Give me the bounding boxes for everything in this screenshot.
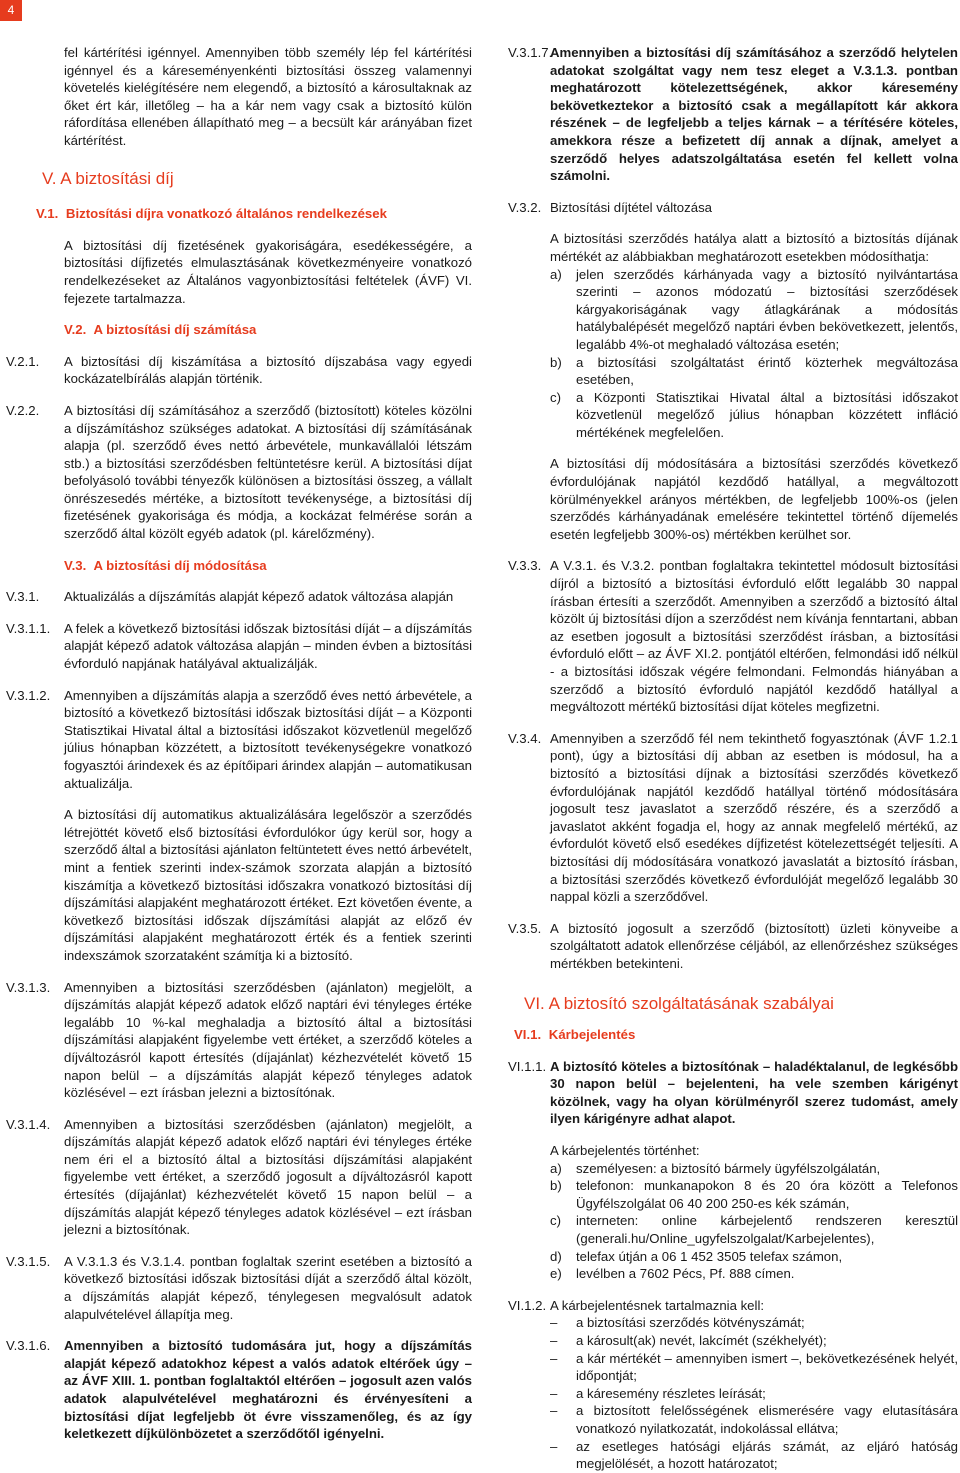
paragraph-vi11-intro: A kárbejelentés történhet: [550, 1143, 700, 1159]
clause-text: Amennyiben a biztosító tudomására jut, hogy a díjszámítás alapját képező adatokhoz képest a valós adatok eltérőek úgy – az ÁVF XIII. 1. pontban foglaltaktól eltérően – jogosult azen valós adatok alapulvételével meghatározni és érvényesíteni a biztosítási díjat legfeljebb öt évre visszamenőleg, és az így keletkezett díjkülönbözetet a szerződőtől igényelni. [64, 1338, 472, 1442]
list-item [550, 1314, 958, 1332]
subsection-v2-heading [64, 321, 472, 339]
list-item [550, 1385, 958, 1403]
list-marker: e) [550, 1266, 562, 1282]
list-item [550, 1177, 958, 1212]
list-marker: – [550, 1333, 558, 1348]
clause-v316 [6, 1337, 472, 1443]
clause-v33 [508, 557, 958, 715]
list-text: az esetleges hatósági eljárás számát, az eljáró hatóság megjelölését, a hozott határozatot; [576, 1438, 958, 1472]
clause-number: V.3.1.3. [6, 979, 51, 995]
list-item [550, 266, 958, 354]
clause-v314 [6, 1116, 472, 1239]
subsection-number: V.1. [36, 206, 59, 222]
clause-number: V.3.5. [508, 920, 542, 936]
subsection-title: A biztosítási díj számítása [93, 322, 257, 338]
clause-v32 [508, 199, 958, 217]
clause-text: A kárbejelentésnek tartalmaznia kell: [550, 1297, 765, 1313]
subsection-title: Biztosítási díjra vonatkozó általános rendelkezések [65, 206, 387, 222]
list-marker: – [550, 1403, 558, 1419]
clause-v31 [6, 588, 472, 606]
right-column [508, 44, 958, 1473]
list-text: a biztosított felelősségének elismerésére vagy elutasítására vonatkozó nyilatkozatát, indokolással ellátva; [576, 1403, 958, 1436]
clause-number: V.2.1. [6, 353, 40, 369]
clause-v35 [508, 920, 958, 973]
clause-v21 [6, 353, 472, 388]
paragraph-v312-cont: A biztosítási díj automatikus aktualizálására legelőször a szerződés létrejöttét követő első biztosítási évfordulókor úgy kerül sor, hogy a szerződő által a biztosítási ajánlaton feltüntetett éves nettó árbevételt, mint a fentiek szerinti index-számok szorzata alapján a biztosító kiszámítja a következő biztosítási időszakra vonatkozó biztosítási díj díjszámítási alapjaként meghatározott értéket. Ezt követően évente, a következő biztosítási időszak díjszámítási alapját az előző év díjszámítási alapjaként meghatározott érték és a fentiek szerinti indexszámok szorzataként számítja ki a biztosító. [64, 807, 472, 963]
list-marker: a) [550, 266, 562, 282]
clause-v22 [6, 402, 472, 543]
clause-v315 [6, 1253, 472, 1323]
list-text: levélben a 7602 Pécs, Pf. 888 címen. [576, 1266, 795, 1282]
subsection-title: Kárbejelentés [548, 1027, 636, 1043]
list-v32 [550, 266, 958, 442]
list-item [550, 1212, 958, 1247]
clause-text: Amennyiben a biztosítási szerződésben (ajánlaton) megjelölt, a díjszámítás alapját képező adatok előző naptári évi tényleges értéke nem éri el a biztosító által a biztosítási díjszámítási alapjaként figyelembe vett értéket, a szerződő jogosult a díjváltozásról kapott értesítés (díjajánlat) kézhezvételét követő 15 napon belül – a díjszámítás alapját képező tényleges adatok közlésével – ezt írásban jelezni a biztosítónak. [64, 1116, 472, 1238]
clause-text: Amennyiben a díjszámítás alapja a szerződő éves nettó árbevétele, a biztosító a következő biztosítási időszak biztosítási díját – a Központi Statisztikai Hivatal által a biztosítási időszakot közvetlenül megelőző július hónapban közzétett, a biztosított tevékenységekre vonatkozó fogyasztói árindexek és az építőipari árindex alapján – automatikusan aktualizálja. [64, 687, 472, 791]
list-marker: c) [550, 1213, 561, 1229]
list-marker: a) [550, 1160, 562, 1176]
clause-number: V.3.1.7. [508, 45, 553, 60]
list-item [550, 1438, 958, 1473]
clause-v313 [6, 979, 472, 1102]
clause-text: Biztosítási díjtétel változása [550, 199, 712, 215]
clause-text: A biztosító jogosult a szerződő (biztosított) üzleti könyveibe a szolgáltatott adatok ellenőrzése céljából, az ellenőrzéshez szükséges mértékben betekinteni. [550, 920, 958, 971]
list-text: a károsult(ak) nevét, lakcímét (székhelyét); [576, 1333, 827, 1348]
intro-paragraph: fel kártérítési igénnyel. Amennyiben több személy lép fel kártérítési igénnyel és a káreseményenkénti biztosítási összeg valamennyi követelés kielégítésére nem elegendő, a biztosító a károsultaknak az őket ért kár, illetőleg – ha a kár nem vagy csak a biztosító külön ráfordítása ellenében állapítható meg – a becsült kár arányában fizet kártérítést. [64, 45, 472, 148]
list-vi11 [550, 1160, 958, 1283]
list-item [550, 1402, 958, 1437]
subsection-number: VI.1. [514, 1027, 542, 1043]
list-marker: – [550, 1385, 558, 1401]
list-marker: – [550, 1438, 558, 1454]
list-marker: b) [550, 1178, 562, 1194]
left-column [6, 44, 472, 1457]
list-item [550, 1332, 958, 1350]
clause-text: A V.3.1. és V.3.2. pontban foglaltakra tekintettel módosult biztosítási díjról a biztosító a biztosítási évforduló előtt legalább 30 nappal írásban értesíti a szerződőt. Amennyiben a szerződő a biztosító által közölt új biztosítási díjon a szerződést nem kívánja fenntartani, abban az esetben jogosult a biztosítási szerződést írásban, a biztosítási évforduló előtt – az ÁVF XI.2. pontjától eltérően, felmondási idő nélkül - a biztosítási időszak végére felmondani. Felmondás hiányában a szerződő a biztosító évforduló napjától kezdődő hatállyal a megváltozott mértékű biztosítási díjat köteles megfizetni. [550, 558, 958, 715]
clause-text: A biztosító köteles a biztosítónak – haladéktalanul, de legkésőbb 30 napon belül – bejelenteni, ha vele szemben kárigényt közölnek, vagy ha olyan körülményről szerez tudomást, amely ilyen kárigényre adhat alapot. [550, 1058, 958, 1127]
list-text: személyesen: a biztosító bármely ügyfélszolgálatán, [576, 1160, 881, 1176]
subsection-number: V.2. [64, 322, 87, 338]
clause-text: Amennyiben a biztosítási szerződésben (ajánlaton) megjelölt, a díjszámítás alapját képező adatok előző naptári évi tényleges értéke legalább 10 %-kal meghaladja a biztosító által a biztosítási díjszámítási alapjaként figyelembe vett értéket, a szerződő köteles a díjváltozásról kapott értesítés (díjajánlat) kézhezvételét követő 15 napon belül – a díjszámítás alapját képező tényleges adatok közlésével – ezt írásban jelezni a biztosítónak. [64, 979, 472, 1101]
clause-number: VI.1.1. [508, 1058, 547, 1074]
paragraph-v32-intro: A biztosítási szerződés hatálya alatt a biztosító a biztosítás díjának mértékét az alábbiakban meghatározott esetekben módosíthatja: [550, 231, 958, 264]
clause-text: A biztosítási díj kiszámítása a biztosító díjszabása vagy egyedi kockázatelbírálás alapján történik. [64, 353, 472, 387]
section-title-v: V. A biztosítási díj [42, 168, 174, 188]
list-item [550, 1160, 958, 1178]
clause-v317 [508, 44, 958, 185]
clause-v34 [508, 730, 958, 906]
list-marker: c) [550, 389, 561, 405]
section-title-vi: VI. A biztosító szolgáltatásának szabályai [524, 993, 834, 1013]
list-item [550, 1350, 958, 1385]
list-text: telefonon: munkanapokon 8 és 20 óra között a Telefonos Ügyfélszolgálat 06 40 200 250-es kék számán, [576, 1178, 958, 1211]
list-text: telefax útján a 06 1 452 3505 telefax számon, [576, 1248, 843, 1264]
list-item [550, 1248, 958, 1266]
list-marker: d) [550, 1248, 562, 1264]
list-marker: b) [550, 354, 562, 370]
clause-number: V.3.1.1. [6, 620, 51, 636]
clause-number: V.3.2. [508, 199, 542, 215]
list-marker: – [550, 1315, 558, 1331]
list-item [550, 354, 958, 389]
clause-number: V.3.1.5. [6, 1253, 51, 1269]
list-text: a biztosítási szerződés kötvényszámát; [576, 1315, 805, 1331]
clause-text: Aktualizálás a díjszámítás alapját képező adatok változása alapján [64, 589, 454, 605]
clause-text: A V.3.1.3 és V.3.1.4. pontban foglaltak szerint esetében a biztosító a következő biztosítási időszak biztosítási díját a szerződő által közölt, a díjszámítás alapját képező, ténylegesen megvalósult adatok alapulvételével állapítja meg. [64, 1253, 472, 1322]
clause-number: V.3.1.6. [6, 1338, 51, 1354]
list-marker: – [550, 1350, 558, 1366]
clause-number: V.3.1.4. [6, 1116, 51, 1132]
clause-v311 [6, 620, 472, 673]
subsection-title: A biztosítási díj módosítása [93, 557, 267, 573]
clause-number: V.2.2. [6, 402, 40, 418]
clause-vi11 [508, 1058, 958, 1128]
clause-number: V.3.4. [508, 730, 542, 746]
clause-text: Amennyiben a szerződő fél nem tekinthető fogyasztónak (ÁVF 1.2.1 pont), úgy a biztosítási díj abban az esetben is módosul, ha a biztosító a biztosítási díjnak a biztosítási szerződés következő évfordulójának napjától kezdődő hatállyal történő módosítására jogosult tesz javaslatot a szerződő részére, és a szerződő a javaslatot akként fogadja el, hogy az annak megfelelő mértékű, az évfordulót követő első esedékes díjfizetést kötelezettségét teljesíti. A biztosítási díj módosítására vonatkozó javaslatát a biztosító írásban, a biztosítási szerződés következő évfordulóját megelőző legalább 30 nappal közli a szerződővel. [550, 730, 958, 905]
list-item [550, 389, 958, 442]
clause-text: A felek a következő biztosítási időszak biztosítási díját – a díjszámítás alapját képező adatok változása alapján – minden évben a biztosítási évforduló napjának hatályával aktualizálják. [64, 620, 472, 672]
list-text: a Központi Statisztikai Hivatal által a biztosítási időszakot közvetlenül megelőző július hónapban közzétett infláció mértékének megfelelően. [576, 389, 958, 440]
list-item [550, 1265, 958, 1283]
subsection-v1-heading [36, 205, 472, 223]
list-text: a káresemény részletes leírását; [576, 1385, 766, 1401]
clause-v312 [6, 687, 472, 793]
subsection-number: V.3. [64, 557, 87, 573]
paragraph-v32-cont: A biztosítási díj módosítására a biztosítási szerződés következő évfordulójának napjától kezdődő hatállyal, a megváltozott körülményekkel arányos mértékben, de legfeljebb 100%-os (jelen szerződés kárhányadának emelésére tekintettel történő díjemelés esetén legfeljebb 300%-os) mértékben kerülhet sor. [550, 456, 958, 542]
clause-vi12 [508, 1297, 958, 1315]
subsection-vi1-heading [514, 1026, 958, 1044]
subsection-v3-heading [64, 557, 472, 575]
list-vi12 [550, 1314, 958, 1472]
paragraph-v1: A biztosítási díj fizetésének gyakoriságára, esedékességére, a biztosítási díjfizetés elmulasztásának következményeire vonatkozó rendelkezéseket az Általános vagyonbiztosítási feltételek (ÁVF) VI. fejezete tartalmazza. [64, 237, 472, 306]
clause-text: A biztosítási díj számításához a szerződő (biztosított) köteles közölni a díjszámításhoz szükséges adatokat. A biztosítási díj számításának alapja (pl. szerződő éves nettó árbevétele, munkavállalói létszám stb.) a biztosítási szerződésben feltüntetésre kerül. A biztosítási díjat befolyásoló további tényezők különösen a biztosítási összeg, a vállalt önrészesedés mértéke, a biztosított tevékenysége, a biztosítási díj fizetésének gyakorisága és módja, a kockázat felmérése során a szerződő által közölt egyéb adatok (pl. kárelőzmény). [64, 402, 472, 542]
list-text: interneten: online kárbejelentő rendszeren keresztül (generali.hu/Online_ugyfelszolgalat/Karbejelentes), [576, 1213, 958, 1247]
clause-number: VI.1.2. [508, 1297, 547, 1313]
clause-number: V.3.1. [6, 589, 40, 605]
list-text: a biztosítási szolgáltatást érintő közterhek megváltozása esetében, [576, 354, 958, 388]
list-text: jelen szerződés kárhányada vagy a biztosító nyilvántartása szerinti – azonos módozatú – biztosítási szerződések kárgyakoriságának vagy átlagkárának a módosítás hatálybalépését megelőző naptári évben bekövetkezett, jelentős, legalább 4%-ot meghaladó változása esetén; [576, 266, 958, 352]
page-number: 4 [0, 0, 22, 21]
clause-text: Amennyiben a biztosítási díj számításához a szerződő helytelen adatokat szolgáltat vagy nem tesz eleget a V.3.1.3. pontban meghatározott kötelezettségének, akkor káresemény bekövetkeztekor a biztosító csak a megállapított kár akkora részének – de legfeljebb a teljes kárnak – a térítésére köteles, amekkora része a befizetett díj annak a díjnak, amelyet a szerződő helyes adatszolgáltatása esetén fel kellett volna számolni. [550, 45, 958, 184]
clause-number: V.3.3. [508, 558, 542, 574]
list-text: a kár mértékét – amennyiben ismert –, bekövetkezésének helyét, időpontját; [576, 1350, 958, 1384]
clause-number: V.3.1.2. [6, 687, 51, 703]
